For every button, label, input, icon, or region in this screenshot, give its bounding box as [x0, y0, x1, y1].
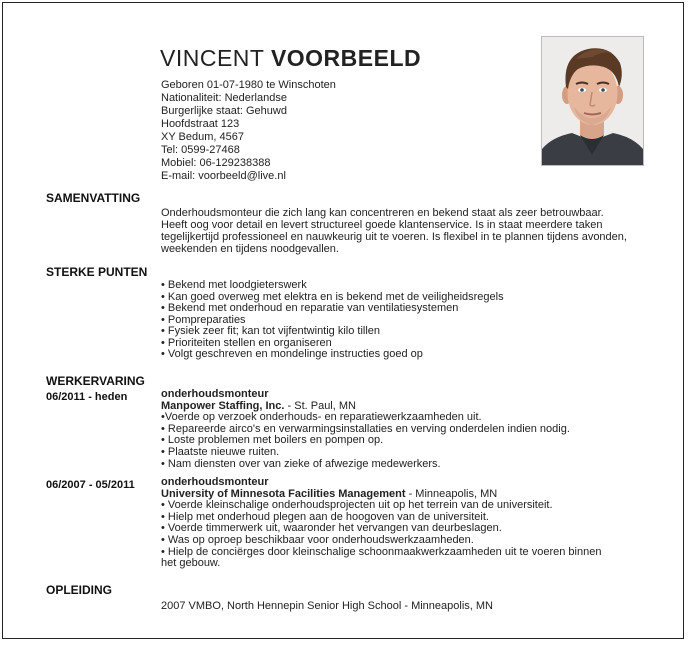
- contact-marital-status: Burgerlijke staat: Gehuwd: [161, 105, 287, 117]
- contact-mobile: Mobiel: 06-129238388: [161, 157, 271, 169]
- job-1-duty: • Nam diensten over van zieke of afwezige medewerkers.: [161, 457, 441, 470]
- contact-phone: Tel: 0599-27468: [161, 144, 240, 156]
- strength-item: • Bekend met loodgieterswerk: [161, 279, 307, 291]
- job-1-dates: 06/2011 - heden: [46, 391, 128, 403]
- job-2-role: onderhoudsmonteur: [161, 476, 269, 488]
- summary-text: Onderhoudsmonteur die zich lang kan concentreren en bekend staat als zeer betrouwbaar. Heeft oog voor detail en levert structureel goede klantenservice. Is in staat meerdere taken tegelijkertijd professioneel en nauwkeurig uit te voeren. Is flexibel in te plannen tijdens avonden, weekenden en tijdens noodgevallen.: [161, 207, 627, 255]
- contact-email: E-mail: voorbeeld@live.nl: [161, 170, 286, 182]
- job-1-duties: [161, 412, 641, 470]
- strength-item: • Prioriteiten stellen en organiseren: [161, 336, 332, 349]
- job-1-duty: • Repareerde airco's en verwarmingsinstallaties en verving onderdelen indien nodig.: [161, 422, 570, 435]
- job-1-employer: Manpower Staffing, Inc.: [161, 399, 285, 412]
- job-1-duty: • Loste problemen met boilers en pompen op.: [161, 434, 384, 447]
- portrait-photo: [541, 36, 644, 166]
- strengths-list: [161, 280, 504, 361]
- job-2-location: - Minneapolis, MN: [405, 487, 498, 500]
- contact-city: XY Bedum, 4567: [161, 131, 244, 143]
- strength-item: • Volgt geschreven en mondelinge instructies goed op: [161, 348, 423, 360]
- education-title: OPLEIDING: [46, 583, 113, 597]
- portrait-illustration: [542, 37, 643, 165]
- strength-item: • Pompreparaties: [161, 313, 246, 326]
- job-2-duty: • Hielp met onderhoud plegen aan de hoogoven van de universiteit.: [161, 510, 489, 523]
- job-2-duty: • Voerde kleinschalige onderhoudsprojecten uit op het terrein van de universiteit.: [161, 499, 553, 512]
- job-1-duty: • Plaatste nieuwe ruiten.: [161, 445, 280, 458]
- experience-title: WERKERVARING: [46, 374, 145, 388]
- contact-street: Hoofdstraat 123: [161, 118, 240, 130]
- strengths-title: STERKE PUNTEN: [46, 265, 148, 279]
- resume-page: [2, 2, 684, 639]
- strength-item: • Fysiek zeer fit; kan tot vijfentwintig kilo tillen: [161, 325, 381, 337]
- job-2-duties: [161, 500, 641, 570]
- first-name: VINCENT: [160, 45, 265, 71]
- strength-item: • Bekend met onderhoud en reparatie van ventilatiesystemen: [161, 302, 459, 314]
- job-2-duty: • Voerde timmerwerk uit, waaronder het vervangen van deurbeslagen.: [161, 522, 502, 535]
- strength-item: • Kan goed overweg met elektra en is bekend met de veiligheidsregels: [161, 290, 504, 303]
- job-1: [161, 389, 641, 470]
- contact-birth: Geboren 01-07-1980 te Winschoten: [161, 79, 336, 91]
- job-1-location: - St. Paul, MN: [284, 399, 356, 412]
- job-2-employer: University of Minnesota Facilities Management: [161, 487, 406, 500]
- job-2: [161, 477, 641, 570]
- candidate-name: [160, 45, 421, 72]
- education-text: 2007 VMBO, North Hennepin Senior High School - Minneapolis, MN: [161, 600, 493, 612]
- job-2-dates: 06/2007 - 05/2011: [46, 479, 135, 491]
- contact-nationality: Nationaliteit: Nederlandse: [161, 92, 287, 104]
- contact-details: [161, 79, 336, 183]
- job-1-duty: •Voerde op verzoek onderhouds- en reparatiewerkzaamheden uit.: [161, 411, 482, 424]
- job-2-duty: • Was op oproep beschikbaar voor onderhoudswerkzaamheden.: [161, 533, 474, 546]
- job-2-duty: • Hielp de conciërges door kleinschalige schoonmaakwerkzaamheden uit te voeren binnen het gebouw.: [161, 545, 602, 570]
- job-1-role: onderhoudsmonteur: [161, 388, 269, 400]
- last-name: VOORBEELD: [270, 45, 422, 71]
- summary-title: SAMENVATTING: [46, 191, 141, 205]
